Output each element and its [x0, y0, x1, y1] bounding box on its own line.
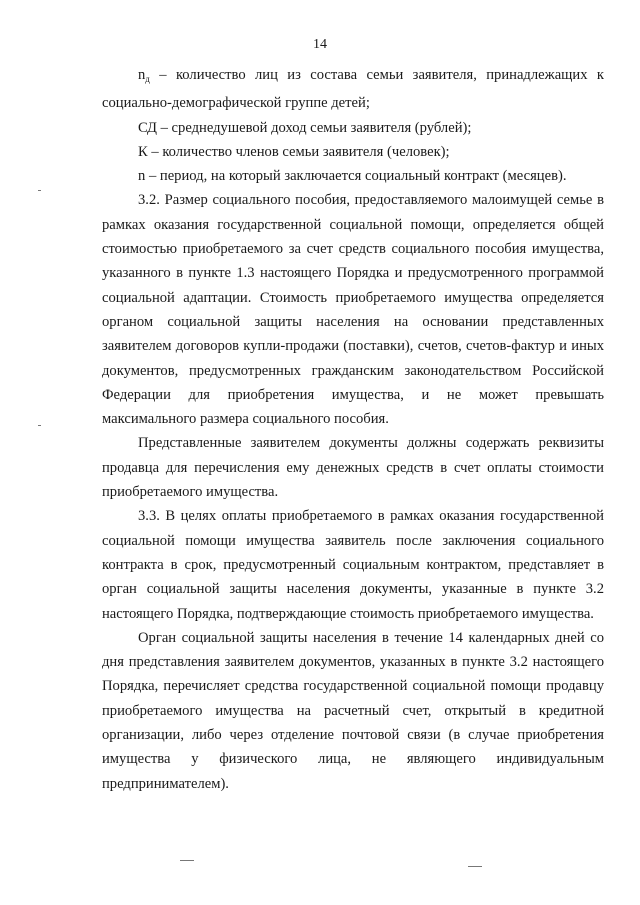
- footer-mark-left: [180, 860, 194, 861]
- paragraph-3-2: 3.2. Размер социального пособия, предоставляемого малоимущей семье в рамках оказания государственной социальной помощи, определяется общей стоимостью приобретаемого за счет средств социального пособия имущества, указанного в пункте 1.3 настоящего Порядка и предусмотренного программой социальной адаптации. Стоимость приобретаемого имущества определяется органом социальной защиты населения на основании представленных заявителем договоров купли-продажи (поставки), счетов, счетов-фактур и иных документов, предусмотренных гражданским законодательством Российской Федерации для приобретения имущества, и не может превышать максимального размера социального пособия.: [102, 192, 604, 428]
- paragraph-sd-definition: СД – среднедушевой доход семьи заявителя (рублей);: [138, 119, 472, 136]
- definition-text: – количество лиц из состава семьи заявителя, принадлежащих к социально-демографической группе детей;: [102, 67, 604, 112]
- scan-mark-left: [38, 190, 41, 191]
- document-body: [102, 63, 604, 796]
- scan-mark-left-2: [38, 425, 41, 426]
- paragraph-n-definition: n – период, на который заключается социальный контракт (месяцев).: [138, 168, 567, 185]
- page-number: 14: [313, 37, 327, 52]
- paragraph-3-3: 3.3. В целях оплаты приобретаемого в рамках оказания государственной социальной помощи имущества заявитель после заключения социального контракта в срок, предусмотренный социальным контрактом, представляет в орган социальной защиты населения документы, указанные в пункте 3.2 настоящего Порядка, подтверждающие стоимость приобретаемого имущества.: [102, 508, 604, 622]
- variable-subscript: д: [145, 74, 150, 84]
- variable-n: n: [138, 67, 146, 83]
- paragraph-nd-definition: [102, 63, 604, 116]
- paragraph-documents-requisites: Представленные заявителем документы должны содержать реквизиты продавца для перечисления ему денежных средств в счет оплаты стоимости приобретаемого имущества.: [102, 435, 604, 501]
- footer-mark-right: [468, 866, 482, 867]
- paragraph-payment-transfer: Орган социальной защиты населения в течение 14 календарных дней со дня представления заявителем документов, указанных в пункте 3.2 настоящего Порядка, перечисляет средства государственной социальной помощи продавцу приобретаемого имущества на расчетный счет, открытый в кредитной организации, либо через отделение почтовой связи (в случае приобретения имущества у физического лица, не являющего индивидуальным предпринимателем).: [102, 629, 604, 792]
- paragraph-k-definition: К – количество членов семьи заявителя (человек);: [138, 143, 450, 160]
